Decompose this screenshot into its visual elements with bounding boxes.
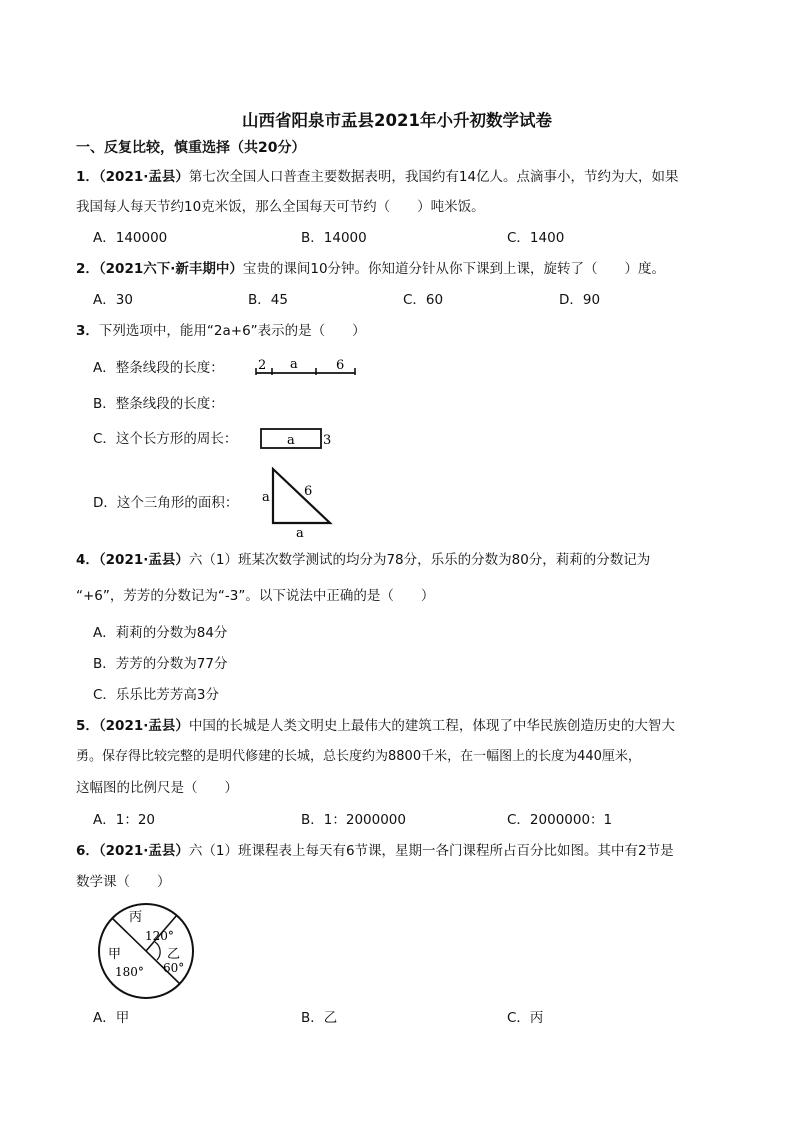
- option-c: C．2000000：1: [507, 812, 613, 828]
- question-text: 六（1）班课程表上每天有6节课，星期一各门课程所占百分比如图。其中有2节是: [188, 843, 674, 859]
- option-a: A．甲: [93, 1010, 130, 1026]
- segment-label-a: a: [290, 357, 298, 372]
- option-b: B．14000: [301, 230, 367, 246]
- option-b: B．整条线段的长度：: [93, 396, 224, 412]
- pie-label-yi: 乙: [167, 947, 181, 962]
- option-d: D．这个三角形的面积：: [93, 495, 239, 511]
- option-b: B．芳芳的分数为77分: [93, 656, 228, 672]
- question-text: 中国的长城是人类文明史上最伟大的建筑工程，体现了中华民族创造历史的大智大: [188, 718, 675, 734]
- option-a: A．1：20: [93, 812, 156, 828]
- question-number: 3．: [76, 323, 99, 339]
- question-source: （2021·盂县）: [98, 843, 189, 859]
- question-text-line2: 勇。保存得比较完整的是明代修建的长城，总长度约为8800千米，在一幅图上的长度为440厘米，: [76, 749, 641, 764]
- question-4: [76, 551, 650, 569]
- option-a: A．30: [93, 292, 133, 308]
- question-2: [76, 260, 665, 278]
- option-d: D．90: [559, 292, 601, 308]
- pie-label-bing: 丙: [129, 910, 143, 925]
- question-text-line3: 这幅图的比例尺是（ ）: [76, 780, 238, 796]
- pie-angle-180: 180°: [115, 965, 144, 979]
- pie-figure: [93, 900, 203, 1002]
- question-5: [76, 717, 675, 735]
- rect-label-3: 3: [323, 433, 332, 448]
- pie-label-jia: 甲: [108, 947, 122, 962]
- section-heading: 一、反复比较，慎重选择（共20分）: [76, 140, 306, 156]
- question-text: 下列选项中，能用“2a+6”表示的是（ ）: [98, 323, 366, 339]
- question-text-line2: 我国每人每天节约10克米饭，那么全国每天可节约（ ）吨米饭。: [76, 199, 485, 215]
- question-source: （2021·盂县）: [98, 718, 189, 734]
- option-b: B．45: [248, 292, 288, 308]
- pie-angle-120: 120°: [145, 929, 174, 943]
- rect-label-a: a: [287, 433, 295, 448]
- question-text: 宝贵的课间10分钟。你知道分针从你下课到上课，旋转了（ ）度。: [242, 261, 666, 277]
- page-title: 山西省阳泉市盂县2021年小升初数学试卷: [242, 111, 552, 130]
- question-number: 6．: [76, 843, 99, 859]
- question-text: 第七次全国人口普查主要数据表明，我国约有14亿人。点滴事小，节约为大，如果: [188, 169, 679, 185]
- option-a: A．莉莉的分数为84分: [93, 625, 228, 641]
- triangle-label-a-left: a: [262, 490, 270, 505]
- question-number: 4．: [76, 552, 99, 568]
- triangle-figure-d: [258, 463, 338, 541]
- question-text: 六（1）班某次数学测试的均分为78分，乐乐的分数为80分，莉莉的分数记为: [188, 552, 651, 568]
- option-c: C．60: [403, 292, 444, 308]
- option-c: C．1400: [507, 230, 565, 246]
- question-3: [76, 322, 366, 340]
- option-b: B．1：2000000: [301, 812, 406, 828]
- question-source: （2021·盂县）: [98, 552, 189, 568]
- rectangle-figure-c: [258, 426, 338, 452]
- question-number: 2．: [76, 261, 99, 277]
- question-1: [76, 168, 679, 186]
- segment-label-6: 6: [336, 358, 345, 373]
- question-number: 5．: [76, 718, 99, 734]
- option-c: C．乐乐比芳芳高3分: [93, 687, 220, 703]
- question-text-line2: 数学课（ ）: [76, 874, 171, 890]
- option-a: A．整条线段的长度：: [93, 360, 224, 376]
- question-text-line2: “+6”，芳芳的分数记为“-3”。以下说法中正确的是（ ）: [76, 588, 435, 604]
- option-b: B．乙: [301, 1010, 338, 1026]
- pie-angle-60: 60°: [163, 961, 185, 975]
- triangle-label-6: 6: [304, 484, 313, 499]
- segment-figure-a: [252, 355, 360, 379]
- segment-label-2: 2: [258, 358, 267, 373]
- question-source: （2021六下·新丰期中）: [98, 261, 243, 277]
- option-c: C．这个长方形的周长：: [93, 431, 238, 447]
- triangle-label-a-bottom: a: [296, 526, 304, 541]
- option-a: A．140000: [93, 230, 168, 246]
- question-source: （2021·盂县）: [98, 169, 189, 185]
- question-number: 1．: [76, 169, 99, 185]
- option-c: C．丙: [507, 1010, 544, 1026]
- question-6: [76, 842, 674, 860]
